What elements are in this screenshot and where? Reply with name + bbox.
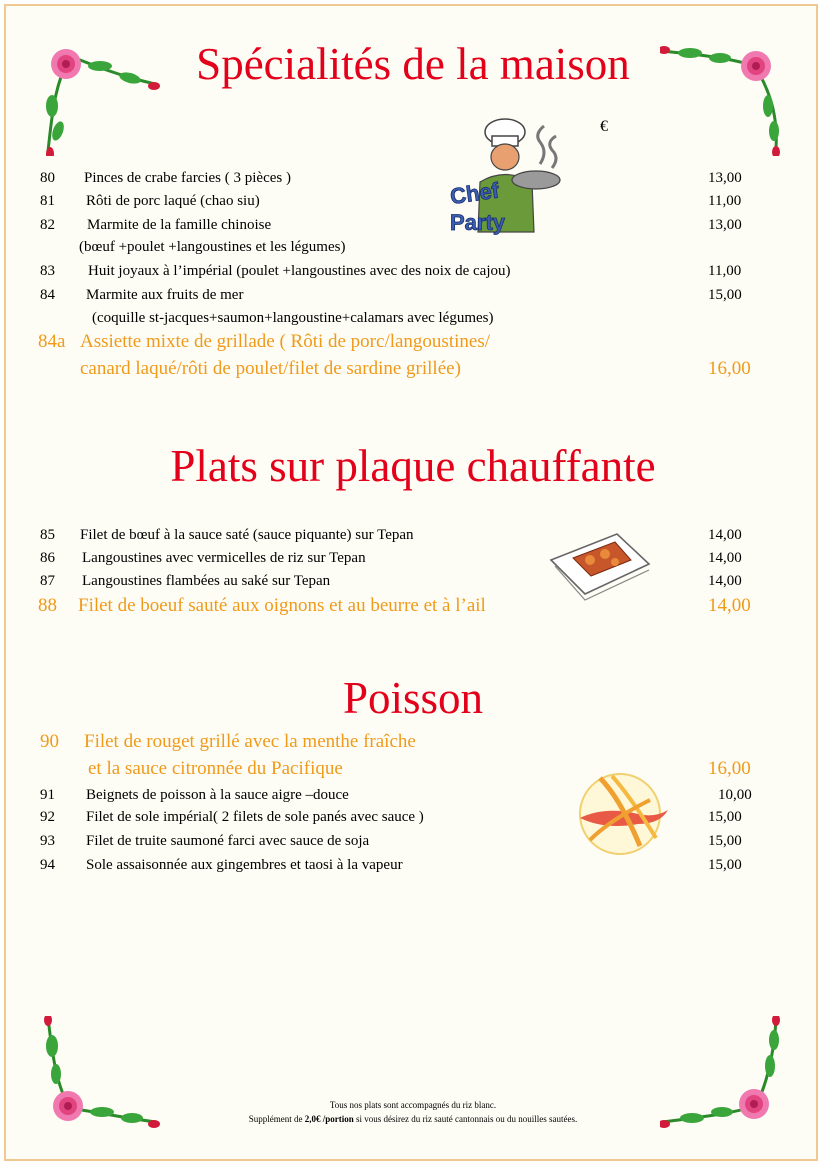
item-description: canard laqué/rôti de poulet/filet de sardine grillée)	[80, 358, 461, 379]
item-name: Huit joyaux à l’impérial (poulet +langoustines avec des noix de cajou)	[88, 263, 511, 279]
item-price: 15,00	[708, 809, 742, 825]
item-name: Assiette mixte de grillade ( Rôti de porc/langoustines/	[80, 331, 490, 352]
item-number: 90	[40, 731, 59, 752]
item-number: 84a	[38, 331, 66, 352]
item-name: Marmite aux fruits de mer	[86, 287, 244, 303]
item-price: 13,00	[708, 217, 742, 233]
item-name: Langoustines avec vermicelles de riz sur Tepan	[82, 550, 366, 566]
item-name: Beignets de poisson à la sauce aigre –douce	[86, 787, 349, 803]
item-price: 10,00	[718, 787, 752, 803]
item-number: 94	[40, 857, 55, 873]
chef-party-logo	[440, 112, 580, 242]
item-description: (bœuf +poulet +langoustines et les légumes)	[79, 239, 346, 255]
item-name: Pinces de crabe farcies ( 3 pièces )	[84, 170, 291, 186]
item-price: 14,00	[708, 550, 742, 566]
item-price: 14,00	[708, 573, 742, 589]
item-price: 11,00	[708, 193, 742, 209]
footer-note-supplement	[0, 1114, 826, 1124]
supplement-prefix: Supplément de	[248, 1114, 305, 1124]
item-name: Filet de truite saumoné farci avec sauce de soja	[86, 833, 370, 849]
item-number: 87	[40, 573, 55, 589]
item-name: Marmite de la famille chinoise	[87, 217, 272, 233]
tepan-dish-image	[545, 520, 655, 602]
item-price: 15,00	[708, 833, 742, 849]
logo-text-chef: Chef	[448, 177, 501, 210]
item-name: Filet de bœuf à la sauce saté (sauce piquante) sur Tepan	[80, 527, 414, 543]
item-price: 16,00	[708, 758, 751, 779]
item-number: 88	[38, 595, 57, 616]
item-number: 91	[40, 787, 55, 803]
item-name: Filet de rouget grillé avec la menthe fraîche	[84, 731, 416, 752]
item-number: 86	[40, 550, 55, 566]
section-title-plaque-chauffante: Plats sur plaque chauffante	[170, 441, 656, 491]
item-name: Langoustines flambées au saké sur Tepan	[82, 573, 331, 589]
item-number: 81	[40, 193, 55, 209]
footer-note-rice: Tous nos plats sont accompagnés du riz blanc.	[329, 1100, 497, 1110]
section-title-specialites: Spécialités de la maison	[196, 39, 630, 89]
section-title-poisson: Poisson	[342, 673, 484, 723]
logo-text-party: Party	[450, 210, 506, 235]
fish-dish-image	[560, 758, 680, 858]
item-number: 80	[40, 170, 55, 186]
supplement-suffix: si vous désirez du riz sauté cantonnais ou du nouilles sautées.	[353, 1114, 578, 1124]
item-price: 15,00	[708, 287, 742, 303]
item-number: 92	[40, 809, 55, 825]
item-name: Rôti de porc laqué (chao siu)	[86, 193, 260, 209]
item-name: Filet de boeuf sauté aux oignons et au beurre et à l’ail	[78, 595, 486, 616]
item-price: 14,00	[708, 595, 751, 616]
item-number: 82	[40, 217, 55, 233]
item-price: 11,00	[708, 263, 742, 279]
item-description: (coquille st-jacques+saumon+langoustine+calamars avec légumes)	[92, 310, 494, 326]
currency-symbol: €	[600, 118, 608, 135]
item-description: et la sauce citronnée du Pacifique	[88, 758, 343, 779]
item-number: 93	[40, 833, 55, 849]
item-price: 16,00	[708, 358, 751, 379]
item-price: 15,00	[708, 857, 742, 873]
item-number: 83	[40, 263, 55, 279]
item-name: Sole assaisonnée aux gingembres et taosi à la vapeur	[86, 857, 403, 873]
item-number: 84	[40, 287, 55, 303]
item-number: 85	[40, 527, 55, 543]
item-price: 13,00	[708, 170, 742, 186]
supplement-price: 2,0€ /portion	[304, 1114, 354, 1124]
item-price: 14,00	[708, 527, 742, 543]
item-name: Filet de sole impérial( 2 filets de sole panés avec sauce )	[86, 809, 424, 825]
